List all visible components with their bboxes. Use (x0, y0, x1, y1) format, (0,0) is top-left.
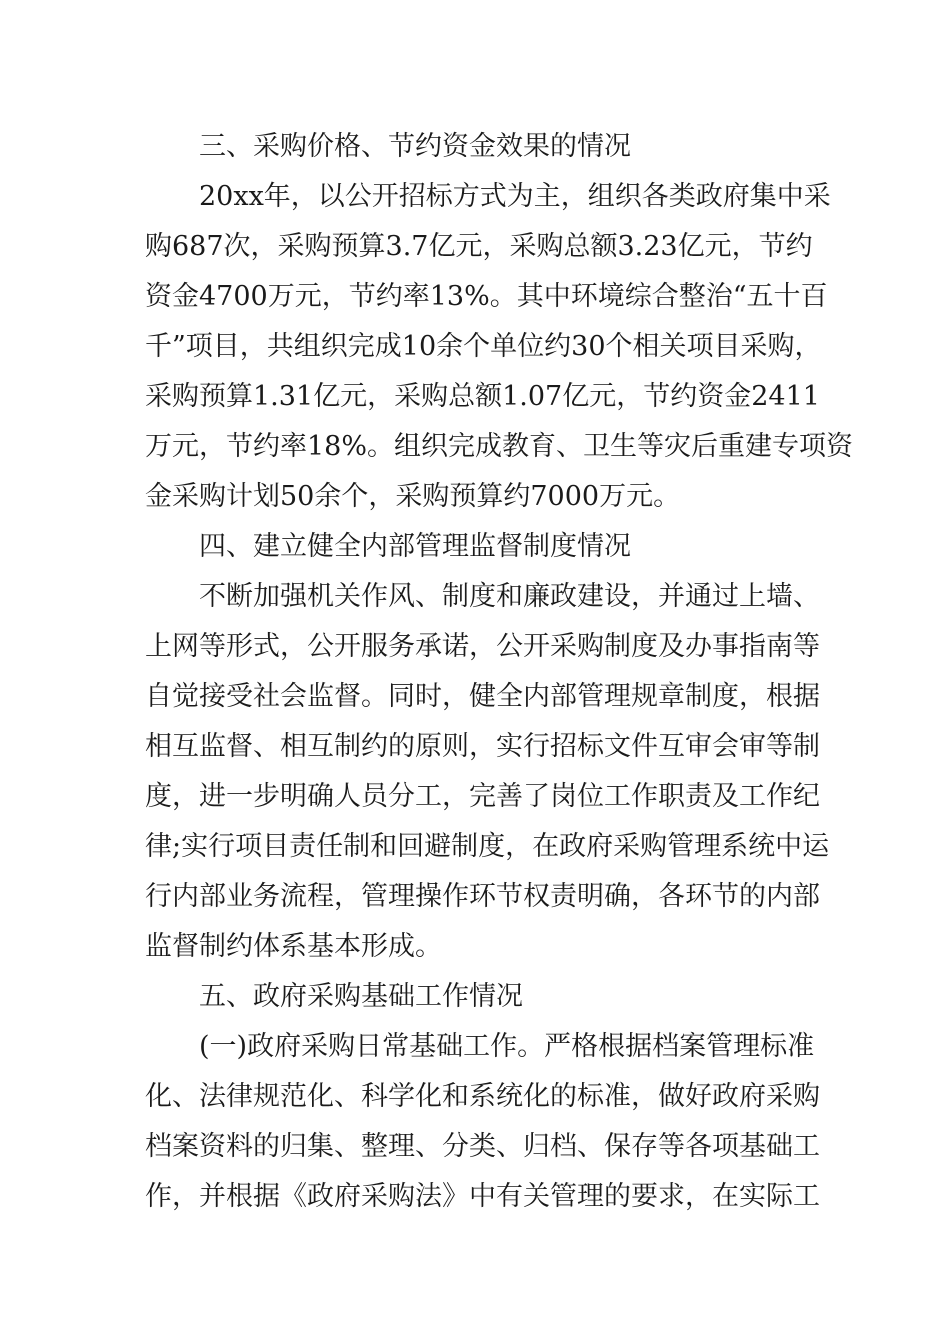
paragraph-line: 金采购计划50余个，采购预算约7000万元。 (145, 481, 681, 512)
paragraph-line: 资金4700万元，节约率13%。其中环境综合整治“五十百 (145, 281, 828, 312)
paragraph-line: 不断加强机关作风、制度和廉政建设，并通过上墙、 (199, 581, 820, 612)
paragraph-line: 相互监督、相互制约的原则，实行招标文件互审会审等制 (145, 731, 820, 762)
paragraph-line: 自觉接受社会监督。同时，健全内部管理规章制度，根据 (145, 681, 820, 712)
paragraph-line: 档案资料的归集、整理、分类、归档、保存等各项基础工 (145, 1131, 820, 1162)
section-heading-5: 五、政府采购基础工作情况 (199, 981, 523, 1012)
paragraph-line: 采购预算1.31亿元，采购总额1.07亿元，节约资金2411 (145, 381, 820, 412)
paragraph-line: 监督制约体系基本形成。 (145, 931, 442, 962)
section-heading-3: 三、采购价格、节约资金效果的情况 (199, 131, 631, 162)
paragraph-line: 千”项目，共组织完成10余个单位约30个相关项目采购， (145, 331, 822, 362)
paragraph-line: 购687次，采购预算3.7亿元，采购总额3.23亿元，节约 (145, 231, 813, 262)
paragraph-line: 律;实行项目责任制和回避制度，在政府采购管理系统中运 (145, 831, 830, 862)
paragraph-line: 万元，节约率18%。组织完成教育、卫生等灾后重建专项资 (145, 431, 854, 462)
paragraph-line: (一)政府采购日常基础工作。严格根据档案管理标准 (199, 1031, 815, 1062)
paragraph-line: 化、法律规范化、科学化和系统化的标准，做好政府采购 (145, 1081, 820, 1112)
paragraph-line: 上网等形式，公开服务承诺，公开采购制度及办事指南等 (145, 631, 820, 662)
paragraph-line: 作，并根据《政府采购法》中有关管理的要求，在实际工 (145, 1181, 820, 1212)
paragraph-line: 度，进一步明确人员分工，完善了岗位工作职责及工作纪 (145, 781, 820, 812)
paragraph-line: 20xx年，以公开招标方式为主，组织各类政府集中采 (199, 181, 831, 212)
paragraph-line: 行内部业务流程，管理操作环节权责明确，各环节的内部 (145, 881, 820, 912)
section-heading-4: 四、建立健全内部管理监督制度情况 (199, 531, 631, 562)
document-body (145, 122, 854, 1222)
